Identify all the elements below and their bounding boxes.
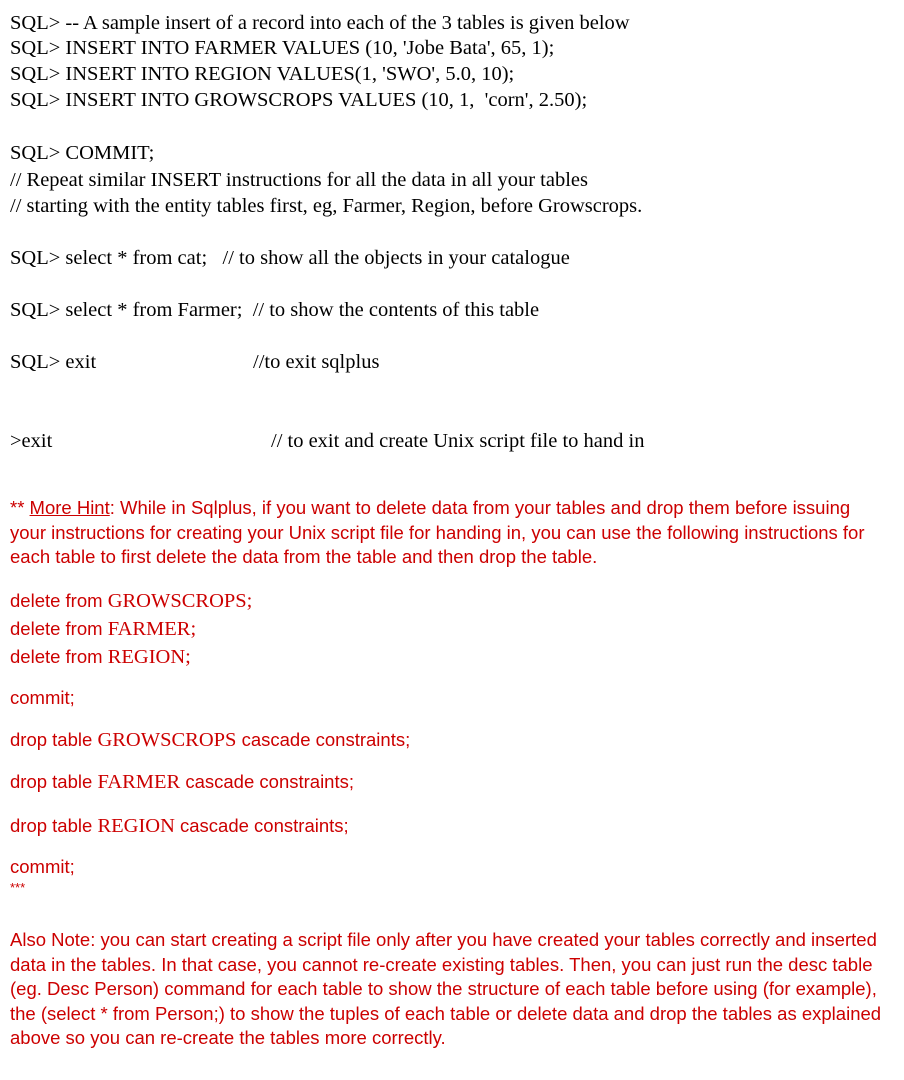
sql-exit-comment: //to exit sqlplus (253, 351, 380, 373)
repeat-comment-2: // starting with the entity tables first, eg, Farmer, Region, before Growscrops. (10, 195, 643, 217)
sql-insert-growscrops: SQL> INSERT INTO GROWSCROPS VALUES (10, 1, 'corn', 2.50); (10, 89, 588, 111)
drop-farmer: drop table FARMER cascade constraints; (10, 771, 354, 793)
commit-statement-2: commit; (10, 856, 75, 877)
shell-exit-comment: // to exit and create Unix script file to hand in (271, 430, 645, 452)
sql-select-cat: SQL> select * from cat; // to show all the objects in your catalogue (10, 247, 570, 269)
sql-exit-cmd: SQL> exit (10, 351, 97, 373)
hint-prefix: ** (10, 497, 30, 518)
sql-select-farmer: SQL> select * from Farmer; // to show the contents of this table (10, 299, 540, 321)
hint-body: : While in Sqlplus, if you want to delete data from your tables and drop them before issuing your instructions for creating your Unix script file for handing in, you can use the following instructions for each table to first delete the data from the table and then drop the table. (10, 497, 865, 567)
repeat-comment-1: // Repeat similar INSERT instructions for all the data in all your tables (10, 169, 588, 191)
sql-commit: SQL> COMMIT; (10, 142, 155, 164)
sql-insert-farmer: SQL> INSERT INTO FARMER VALUES (10, 'Jobe Bata', 65, 1); (10, 37, 555, 59)
shell-exit-cmd: >exit (10, 430, 53, 452)
sql-insert-region: SQL> INSERT INTO REGION VALUES(1, 'SWO', 5.0, 10); (10, 63, 515, 85)
drop-growscrops: drop table GROWSCROPS cascade constraints; (10, 729, 411, 751)
delete-farmer: delete from FARMER; (10, 618, 197, 640)
more-hint-paragraph (10, 496, 890, 570)
hint-title: More Hint (29, 497, 110, 518)
stars-separator: *** (10, 880, 26, 895)
commit-statement-1: commit; (10, 687, 75, 708)
delete-region: delete from REGION; (10, 646, 191, 668)
delete-growscrops: delete from GROWSCROPS; (10, 590, 253, 612)
sql-comment-line: SQL> -- A sample insert of a record into each of the 3 tables is given below (10, 12, 630, 34)
drop-region: drop table REGION cascade constraints; (10, 815, 349, 837)
also-note-paragraph: Also Note: you can start creating a script file only after you have created your tables correctly and inserted data in the tables. In that case, you cannot re-create existing tables. Then, you can just run the desc table (eg. Desc Person) command for each table to show the structure of each table before using (for example), the (select * from Person;) to show the tuples of each table or delete data and drop the tables as explained above so you can re-create the tables more correctly. (10, 929, 882, 1048)
